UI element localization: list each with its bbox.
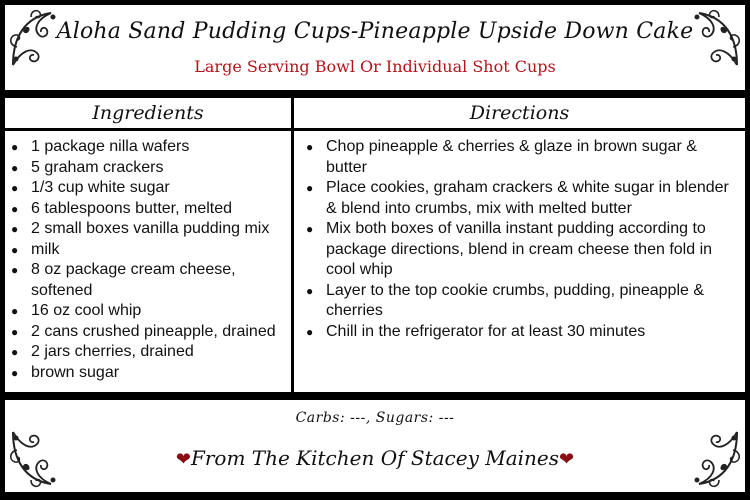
ingredient-item: ● 5 graham crackers bbox=[5, 158, 291, 179]
ingredients-list bbox=[5, 131, 291, 383]
direction-step: ● Place cookies, graham crackers & white sugar in blender & blend into crumbs, mix with melted butter bbox=[294, 178, 745, 219]
ingredient-item: ● 1 package nilla wafers bbox=[5, 137, 291, 158]
ingredients-column bbox=[5, 98, 291, 392]
ingredient-item: ● 2 small boxes vanilla pudding mix bbox=[5, 219, 291, 240]
signature-text: From The Kitchen Of Stacey Maines bbox=[190, 446, 560, 470]
nutrition-info: Carbs: ---, Sugars: --- bbox=[295, 410, 455, 426]
ingredient-item: ● brown sugar bbox=[5, 363, 291, 384]
ingredient-item: ● 2 cans crushed pineapple, drained bbox=[5, 322, 291, 343]
recipe-table bbox=[5, 98, 745, 392]
direction-step: ● Chill in the refrigerator for at least 30 minutes bbox=[294, 322, 745, 343]
ingredient-item: ● 1/3 cup white sugar bbox=[5, 178, 291, 199]
direction-step: ● Mix both boxes of vanilla instant pudding according to package directions, blend in cream cheese then fold in cool whip bbox=[294, 219, 745, 281]
ingredient-item: ● 6 tablespoons butter, melted bbox=[5, 199, 291, 220]
direction-step: ● Layer to the top cookie crumbs, pudding, pineapple & cherries bbox=[294, 281, 745, 322]
signature-line bbox=[5, 446, 745, 470]
direction-step: ● Chop pineapple & cherries & glaze in brown sugar & butter bbox=[294, 137, 745, 178]
ingredient-item: ● 8 oz package cream cheese, softened bbox=[5, 260, 291, 301]
directions-list bbox=[294, 131, 745, 342]
heart-icon: ❤ bbox=[175, 449, 191, 470]
directions-heading: Directions bbox=[294, 98, 745, 131]
recipe-subtitle: Large Serving Bowl Or Individual Shot Cups bbox=[194, 57, 556, 76]
header-panel bbox=[5, 5, 745, 90]
ingredient-item: ● 2 jars cherries, drained bbox=[5, 342, 291, 363]
ingredients-heading: Ingredients bbox=[5, 98, 291, 131]
recipe-title: Aloha Sand Pudding Cups-Pineapple Upside Down Cake bbox=[56, 19, 694, 44]
directions-column bbox=[294, 98, 745, 392]
ingredient-item: ● milk bbox=[5, 240, 291, 261]
heart-icon: ❤ bbox=[559, 449, 575, 470]
footer-panel bbox=[5, 400, 745, 492]
ingredient-item: ● 16 oz cool whip bbox=[5, 301, 291, 322]
